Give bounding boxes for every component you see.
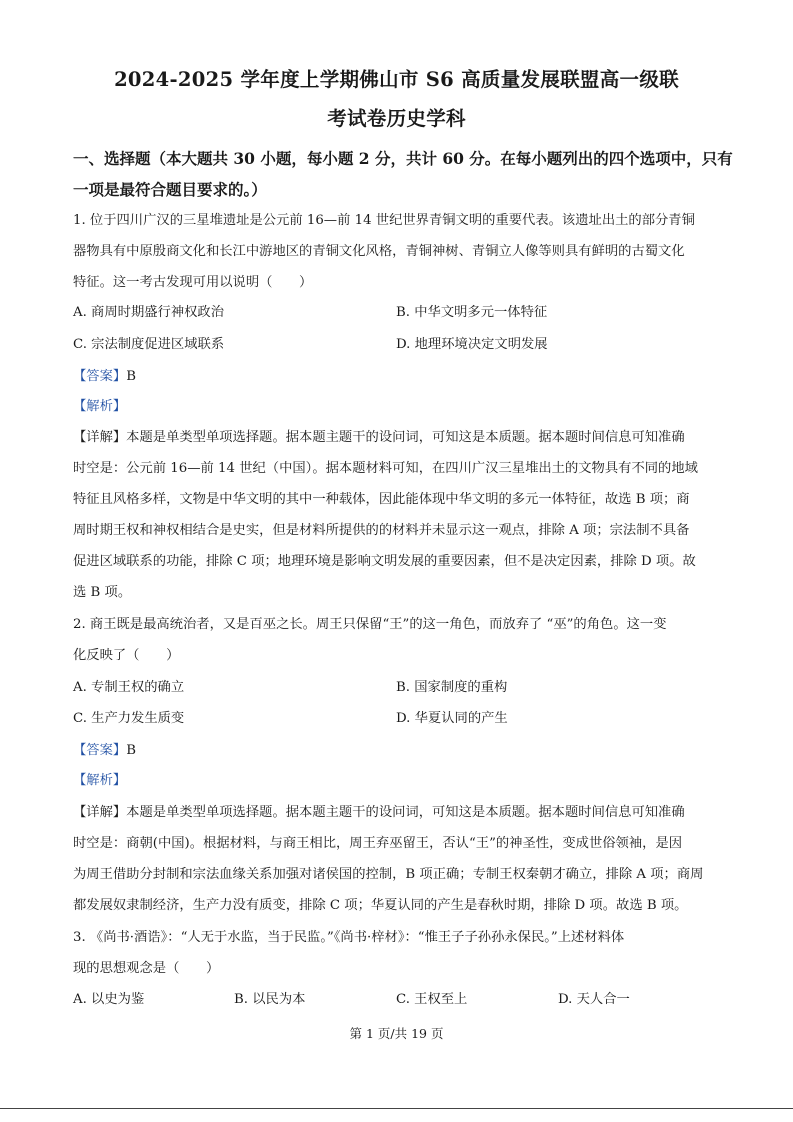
- q2-detail-line1: 【详解】本题是单类型单项选择题。据本题主题干的设问词，可知这是本质题。据本题时间信息可知准确: [73, 805, 685, 820]
- q1-option-c: C. 宗法制度促进区域联系: [73, 337, 225, 352]
- q3-stem-line1: 3. 《尚书·酒诰》：“人无于水监，当于民监。”《尚书·梓材》：“惟王子子孙孙永保民。”上述材料体: [73, 930, 625, 945]
- q2-option-a: A. 专制王权的确立: [73, 680, 185, 695]
- page-number: 第 1 页/共 19 页: [349, 1026, 444, 1041]
- q1-stem-line1: 1. 位于四川广汉的三星堆遗址是公元前 16—前 14 世纪世界青铜文明的重要代表。该遗址出土的部分青铜: [73, 213, 695, 228]
- q3-stem-line2: 现的思想观念是（ ）: [73, 961, 220, 976]
- q2-detail-line2: 时空是：商朝(中国)。根据材料，与商王相比，周王弃巫留王，否认“王”的神圣性，变成世俗领袖，是因: [73, 836, 683, 851]
- q1-detail-line2: 时空是：公元前 16—前 14 世纪（中国）。据本题材料可知，在四川广汉三星堆出土的文物具有不同的地域: [73, 461, 698, 476]
- q2-answer: [73, 742, 136, 760]
- q3-option-c: C. 王权至上: [396, 992, 468, 1007]
- q2-detail-line4: 都发展奴隶制经济，生产力没有质变，排除 C 项；华夏认同的产生是春秋时期，排除 D 项。故选 B 项。: [73, 898, 688, 913]
- q2-stem-line2: 化反映了（ ）: [73, 648, 180, 663]
- q1-analysis-text: 【解析】: [73, 399, 127, 414]
- q3-option-d: D. 天人合一: [558, 992, 630, 1007]
- q1-detail-line3: 特征且风格多样，文物是中华文明的其中一种载体，因此能体现中华文明的多元一体特征，故选 B 项；商: [73, 492, 690, 507]
- section-heading-line1: 一、选择题（本大题共 30 小题，每小题 2 分，共计 60 分。在每小题列出的四个选项中，只有: [73, 149, 733, 168]
- q1-option-a: A. 商周时期盛行神权政治: [73, 305, 225, 320]
- q1-analysis-label: [73, 398, 126, 416]
- q1-option-b: B. 中华文明多元一体特征: [396, 305, 548, 320]
- section-heading-line2: 一项是最符合题目要求的。）: [73, 180, 267, 199]
- q1-answer: [73, 368, 136, 386]
- q1-detail-line1: 【详解】本题是单类型单项选择题。据本题主题干的设问词，可知这是本质题。据本题时间信息可知准确: [73, 430, 685, 445]
- q2-analysis-text: 【解析】: [73, 773, 127, 788]
- q2-stem-line1: 2. 商王既是最高统治者，又是百巫之长。周王只保留“王”的这一角色，而放弃了 “巫”的角色。这一变: [73, 617, 667, 632]
- q2-answer-value: B: [126, 743, 136, 758]
- page-bottom-divider: [0, 1108, 793, 1109]
- q2-analysis-label: [73, 772, 126, 790]
- q2-option-d: D. 华夏认同的产生: [396, 711, 508, 726]
- q1-detail-line6: 选 B 项。: [73, 585, 132, 600]
- page-title-line1: 2024-2025 学年度上学期佛山市 S6 高质量发展联盟高一级联: [114, 68, 679, 91]
- q1-answer-label: 【答案】: [73, 369, 127, 384]
- q2-option-b: B. 国家制度的重构: [396, 680, 508, 695]
- page-title-line2: 考试卷历史学科: [327, 107, 466, 130]
- q2-answer-label: 【答案】: [73, 743, 127, 758]
- q1-detail-line5: 促进区域联系的功能，排除 C 项；地理环境是影响文明发展的重要因素，但不是决定因素，排除 D 项。故: [73, 554, 696, 569]
- q2-option-c: C. 生产力发生质变: [73, 711, 185, 726]
- q1-stem-line3: 特征。这一考古发现可用以说明（ ）: [73, 275, 313, 290]
- q3-option-a: A. 以史为鉴: [73, 992, 145, 1007]
- q3-option-b: B. 以民为本: [234, 992, 306, 1007]
- q1-detail-line4: 周时期王权和神权相结合是史实，但是材料所提供的的材料并未显示这一观点，排除 A 项；宗法制不具备: [73, 523, 690, 538]
- q1-stem-line2: 器物具有中原殷商文化和长江中游地区的青铜文化风格，青铜神树、青铜立人像等则具有鲜明的古蜀文化: [73, 244, 685, 259]
- q2-detail-line3: 为周王借助分封制和宗法血缘关系加强对诸侯国的控制，B 项正确；专制王权秦朝才确立，排除 A 项；商周: [73, 867, 704, 882]
- q1-answer-value: B: [126, 369, 136, 384]
- q1-option-d: D. 地理环境决定文明发展: [396, 337, 548, 352]
